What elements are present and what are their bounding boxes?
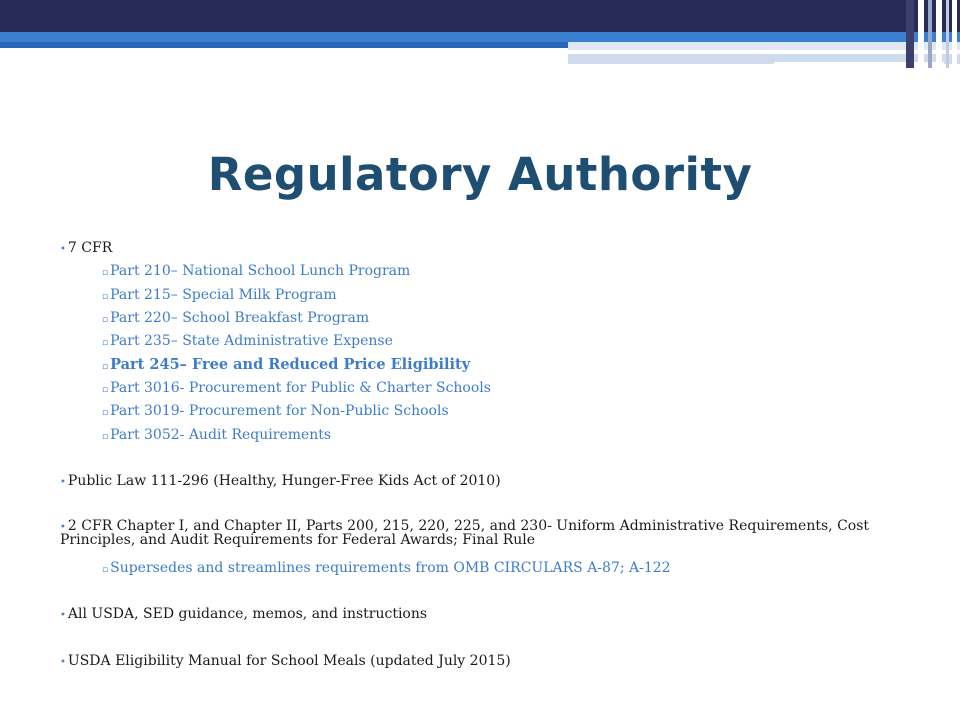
sub-bullet-item	[102, 403, 449, 419]
bullet-text: USDA Eligibility Manual for School Meals (updated July 2015)	[67, 653, 511, 669]
bullet-text: 7 CFR	[67, 240, 113, 256]
bullet-marker: •	[60, 522, 66, 533]
sub-bullet-text: Part 3019- Procurement for Non-Public Schools	[110, 403, 449, 419]
sub-bullet-text: Part 220– School Breakfast Program	[110, 310, 370, 326]
bullet-marker: •	[60, 657, 66, 668]
sub-bullet-marker: ▫	[102, 268, 109, 278]
sub-bullet-item	[102, 333, 393, 349]
bullet-marker: •	[60, 610, 66, 621]
sub-bullet-text: Supersedes and streamlines requirements from OMB CIRCULARS A-87; A-122	[110, 560, 671, 576]
bullet-marker: •	[60, 477, 66, 488]
sub-bullet-text: Part 235– State Administrative Expense	[110, 333, 393, 349]
bullet-item	[60, 653, 511, 669]
bullet-item	[60, 520, 880, 547]
sub-bullet-marker: ▫	[102, 292, 109, 302]
bullet-item	[60, 606, 427, 622]
sub-bullet-text: Part 210– National School Lunch Program	[110, 263, 411, 279]
bullet-marker: •	[60, 244, 66, 255]
sub-bullet-text: Part 245– Free and Reduced Price Eligibility	[110, 356, 471, 373]
slide-title: Regulatory Authority	[207, 148, 753, 201]
bullet-item	[60, 473, 501, 489]
sub-bullet-marker: ▫	[102, 408, 109, 418]
sub-bullet-item-highlighted	[102, 356, 470, 373]
sub-bullet-marker: ▫	[102, 362, 109, 372]
sub-bullet-item	[102, 560, 671, 576]
sub-bullet-marker: ▫	[102, 315, 109, 325]
sub-bullet-marker: ▫	[102, 432, 109, 442]
sub-bullet-text: Part 215– Special Milk Program	[110, 287, 337, 303]
sub-bullet-marker: ▫	[102, 338, 109, 348]
sub-bullet-item	[102, 287, 337, 303]
bullet-item	[60, 240, 112, 256]
sub-bullet-item	[102, 380, 491, 396]
sub-bullet-item	[102, 310, 369, 326]
sub-bullet-item	[102, 427, 331, 443]
sub-bullet-text: Part 3016- Procurement for Public & Charter Schools	[110, 380, 491, 396]
bullet-text: Public Law 111-296 (Healthy, Hunger-Free Kids Act of 2010)	[67, 473, 501, 489]
sub-bullet-item	[102, 263, 410, 279]
sub-bullet-text: Part 3052- Audit Requirements	[110, 427, 332, 443]
sub-bullet-marker: ▫	[102, 565, 109, 575]
bullet-text: 2 CFR Chapter I, and Chapter II, Parts 200, 215, 220, 225, and 230- Uniform Administrative Requirements, Cost Principles, and Audit Requirements for Federal Awards; Final Rule	[60, 518, 870, 548]
bullet-text: All USDA, SED guidance, memos, and instructions	[67, 606, 428, 622]
sub-bullet-marker: ▫	[102, 385, 109, 395]
